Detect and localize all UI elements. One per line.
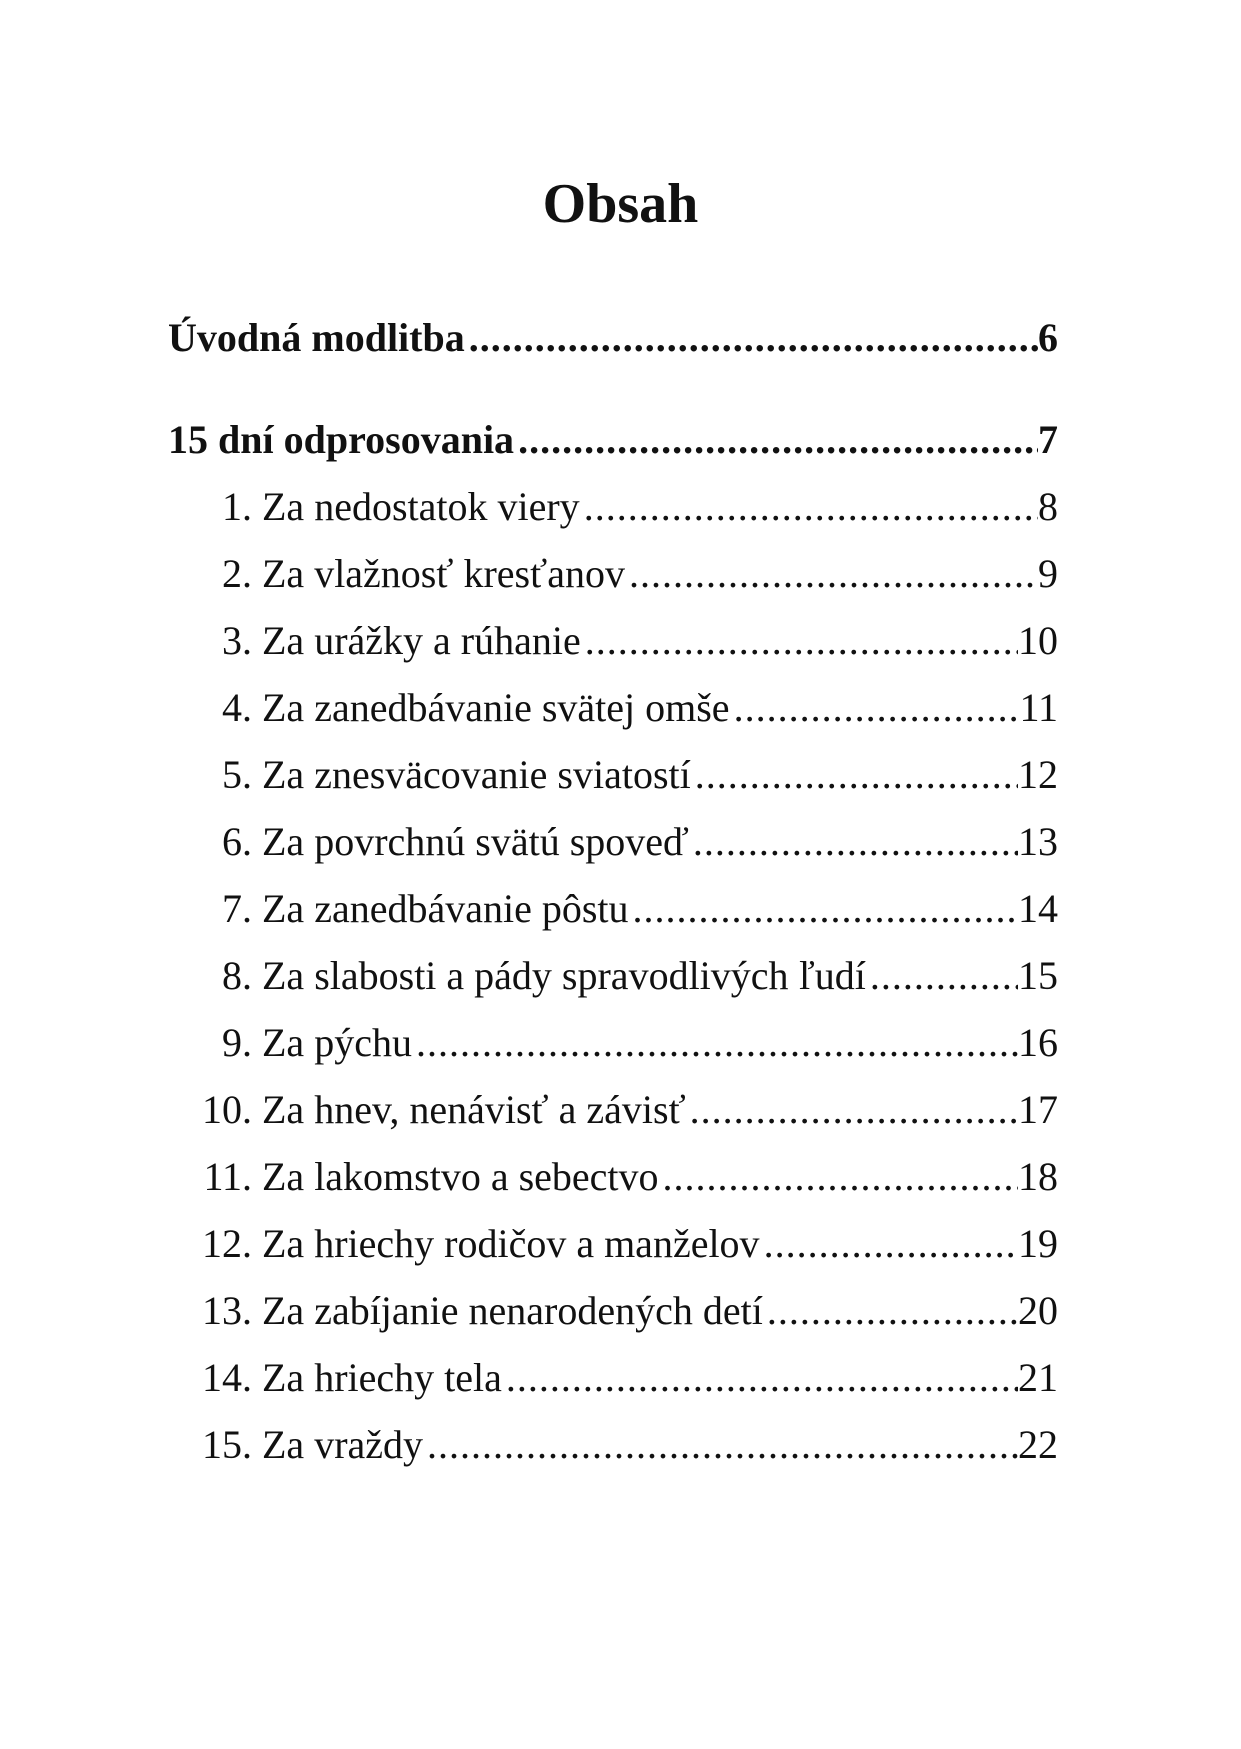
toc-entry-label: Za znesväcovanie sviatostí — [262, 752, 691, 797]
toc-entry-label: Za povrchnú svätú spoveď — [262, 819, 689, 864]
toc-page-number: 8 — [1038, 484, 1058, 529]
toc-item-number: 11. — [203, 1154, 252, 1199]
toc-item-number: 3. — [222, 618, 252, 663]
dot-leader — [412, 1017, 1018, 1069]
dot-leader — [730, 682, 1020, 734]
toc-entry-label: Za pýchu — [262, 1020, 412, 1065]
toc-section-intro-prayer[interactable] — [168, 312, 1058, 364]
dot-leader — [691, 749, 1018, 801]
toc-entry-label: Za zabíjanie nenarodených detí — [262, 1288, 763, 1333]
dot-leader — [763, 1285, 1018, 1337]
dot-leader — [629, 883, 1018, 935]
toc-page-number: 19 — [1018, 1221, 1058, 1266]
toc-item[interactable] — [168, 883, 1058, 935]
toc-page-number: 13 — [1018, 819, 1058, 864]
toc-entry-label: Za nedostatok viery — [262, 484, 580, 529]
toc-item[interactable] — [168, 1352, 1058, 1404]
toc-item[interactable] — [168, 1419, 1058, 1471]
toc-page-number: 12 — [1018, 752, 1058, 797]
dot-leader — [686, 1084, 1018, 1136]
toc-item-number: 12. — [202, 1221, 252, 1266]
toc-entry-label: Za zanedbávanie pôstu — [262, 886, 629, 931]
toc-item[interactable] — [168, 950, 1058, 1002]
toc-item[interactable] — [168, 1084, 1058, 1136]
toc-page-number: 11 — [1019, 685, 1058, 730]
toc-item-number: 2. — [222, 551, 252, 596]
toc-entry-label: Za vlažnosť kresťanov — [262, 551, 625, 596]
toc-page-number: 20 — [1018, 1288, 1058, 1333]
dot-leader — [581, 615, 1018, 667]
dot-leader — [502, 1352, 1018, 1404]
toc-item[interactable] — [168, 615, 1058, 667]
toc-item[interactable] — [168, 749, 1058, 801]
toc-page-number: 10 — [1018, 618, 1058, 663]
toc-item[interactable] — [168, 1285, 1058, 1337]
toc-entry-label: Za urážky a rúhanie — [262, 618, 581, 663]
toc-item-number: 15. — [202, 1422, 252, 1467]
toc-entry-label: Za hriechy tela — [262, 1355, 502, 1400]
dot-leader — [514, 414, 1038, 466]
toc-item[interactable] — [168, 1218, 1058, 1270]
toc-page-number: 15 — [1018, 953, 1058, 998]
toc-page-number: 17 — [1018, 1087, 1058, 1132]
page-title: Obsah — [542, 173, 699, 235]
toc-item[interactable] — [168, 481, 1058, 533]
toc-item-number: 6. — [222, 819, 252, 864]
dot-leader — [760, 1218, 1018, 1270]
toc-section-15-days[interactable] — [168, 414, 1058, 466]
toc-item-number: 9. — [222, 1020, 252, 1065]
toc-item-number: 5. — [222, 752, 252, 797]
dot-leader — [625, 548, 1038, 600]
toc-item[interactable] — [168, 1017, 1058, 1069]
toc-entry-label: Za zanedbávanie svätej omše — [262, 685, 730, 730]
dot-leader — [689, 816, 1018, 868]
dot-leader — [580, 481, 1038, 533]
toc-item[interactable] — [168, 1151, 1058, 1203]
toc-entry-label: Úvodná modlitba — [168, 315, 465, 360]
toc-page-number: 7 — [1038, 417, 1058, 462]
toc-item-number: 14. — [202, 1355, 252, 1400]
toc-entry-label: Za hnev, nenávisť a závisť — [262, 1087, 686, 1132]
toc-entry-label: Za slabosti a pády spravodlivých ľudí — [262, 953, 866, 998]
toc-item-number: 10. — [202, 1087, 252, 1132]
toc-page-number: 14 — [1018, 886, 1058, 931]
toc-page-number: 22 — [1018, 1422, 1058, 1467]
dot-leader — [866, 950, 1018, 1002]
dot-leader — [465, 312, 1038, 364]
toc-item-number: 4. — [222, 685, 252, 730]
dot-leader — [659, 1151, 1018, 1203]
toc-item[interactable] — [168, 548, 1058, 600]
toc-item-number: 7. — [222, 886, 252, 931]
toc-page-number: 16 — [1018, 1020, 1058, 1065]
toc-entry-label: Za lakomstvo a sebectvo — [262, 1154, 659, 1199]
toc-item-number: 1. — [222, 484, 252, 529]
toc-entry-label: 15 dní odprosovania — [168, 417, 515, 462]
toc-entry-label: Za vraždy — [262, 1422, 424, 1467]
toc-item[interactable] — [168, 816, 1058, 868]
toc-page-number: 18 — [1018, 1154, 1058, 1199]
dot-leader — [423, 1419, 1018, 1471]
toc-page-number: 6 — [1038, 315, 1058, 360]
toc-entry-label: Za hriechy rodičov a manželov — [262, 1221, 760, 1266]
toc-item-number: 13. — [202, 1288, 252, 1333]
toc-item-number: 8. — [222, 953, 252, 998]
toc-page-number: 21 — [1018, 1355, 1058, 1400]
toc-page-number: 9 — [1038, 551, 1058, 596]
toc-item[interactable] — [168, 682, 1058, 734]
